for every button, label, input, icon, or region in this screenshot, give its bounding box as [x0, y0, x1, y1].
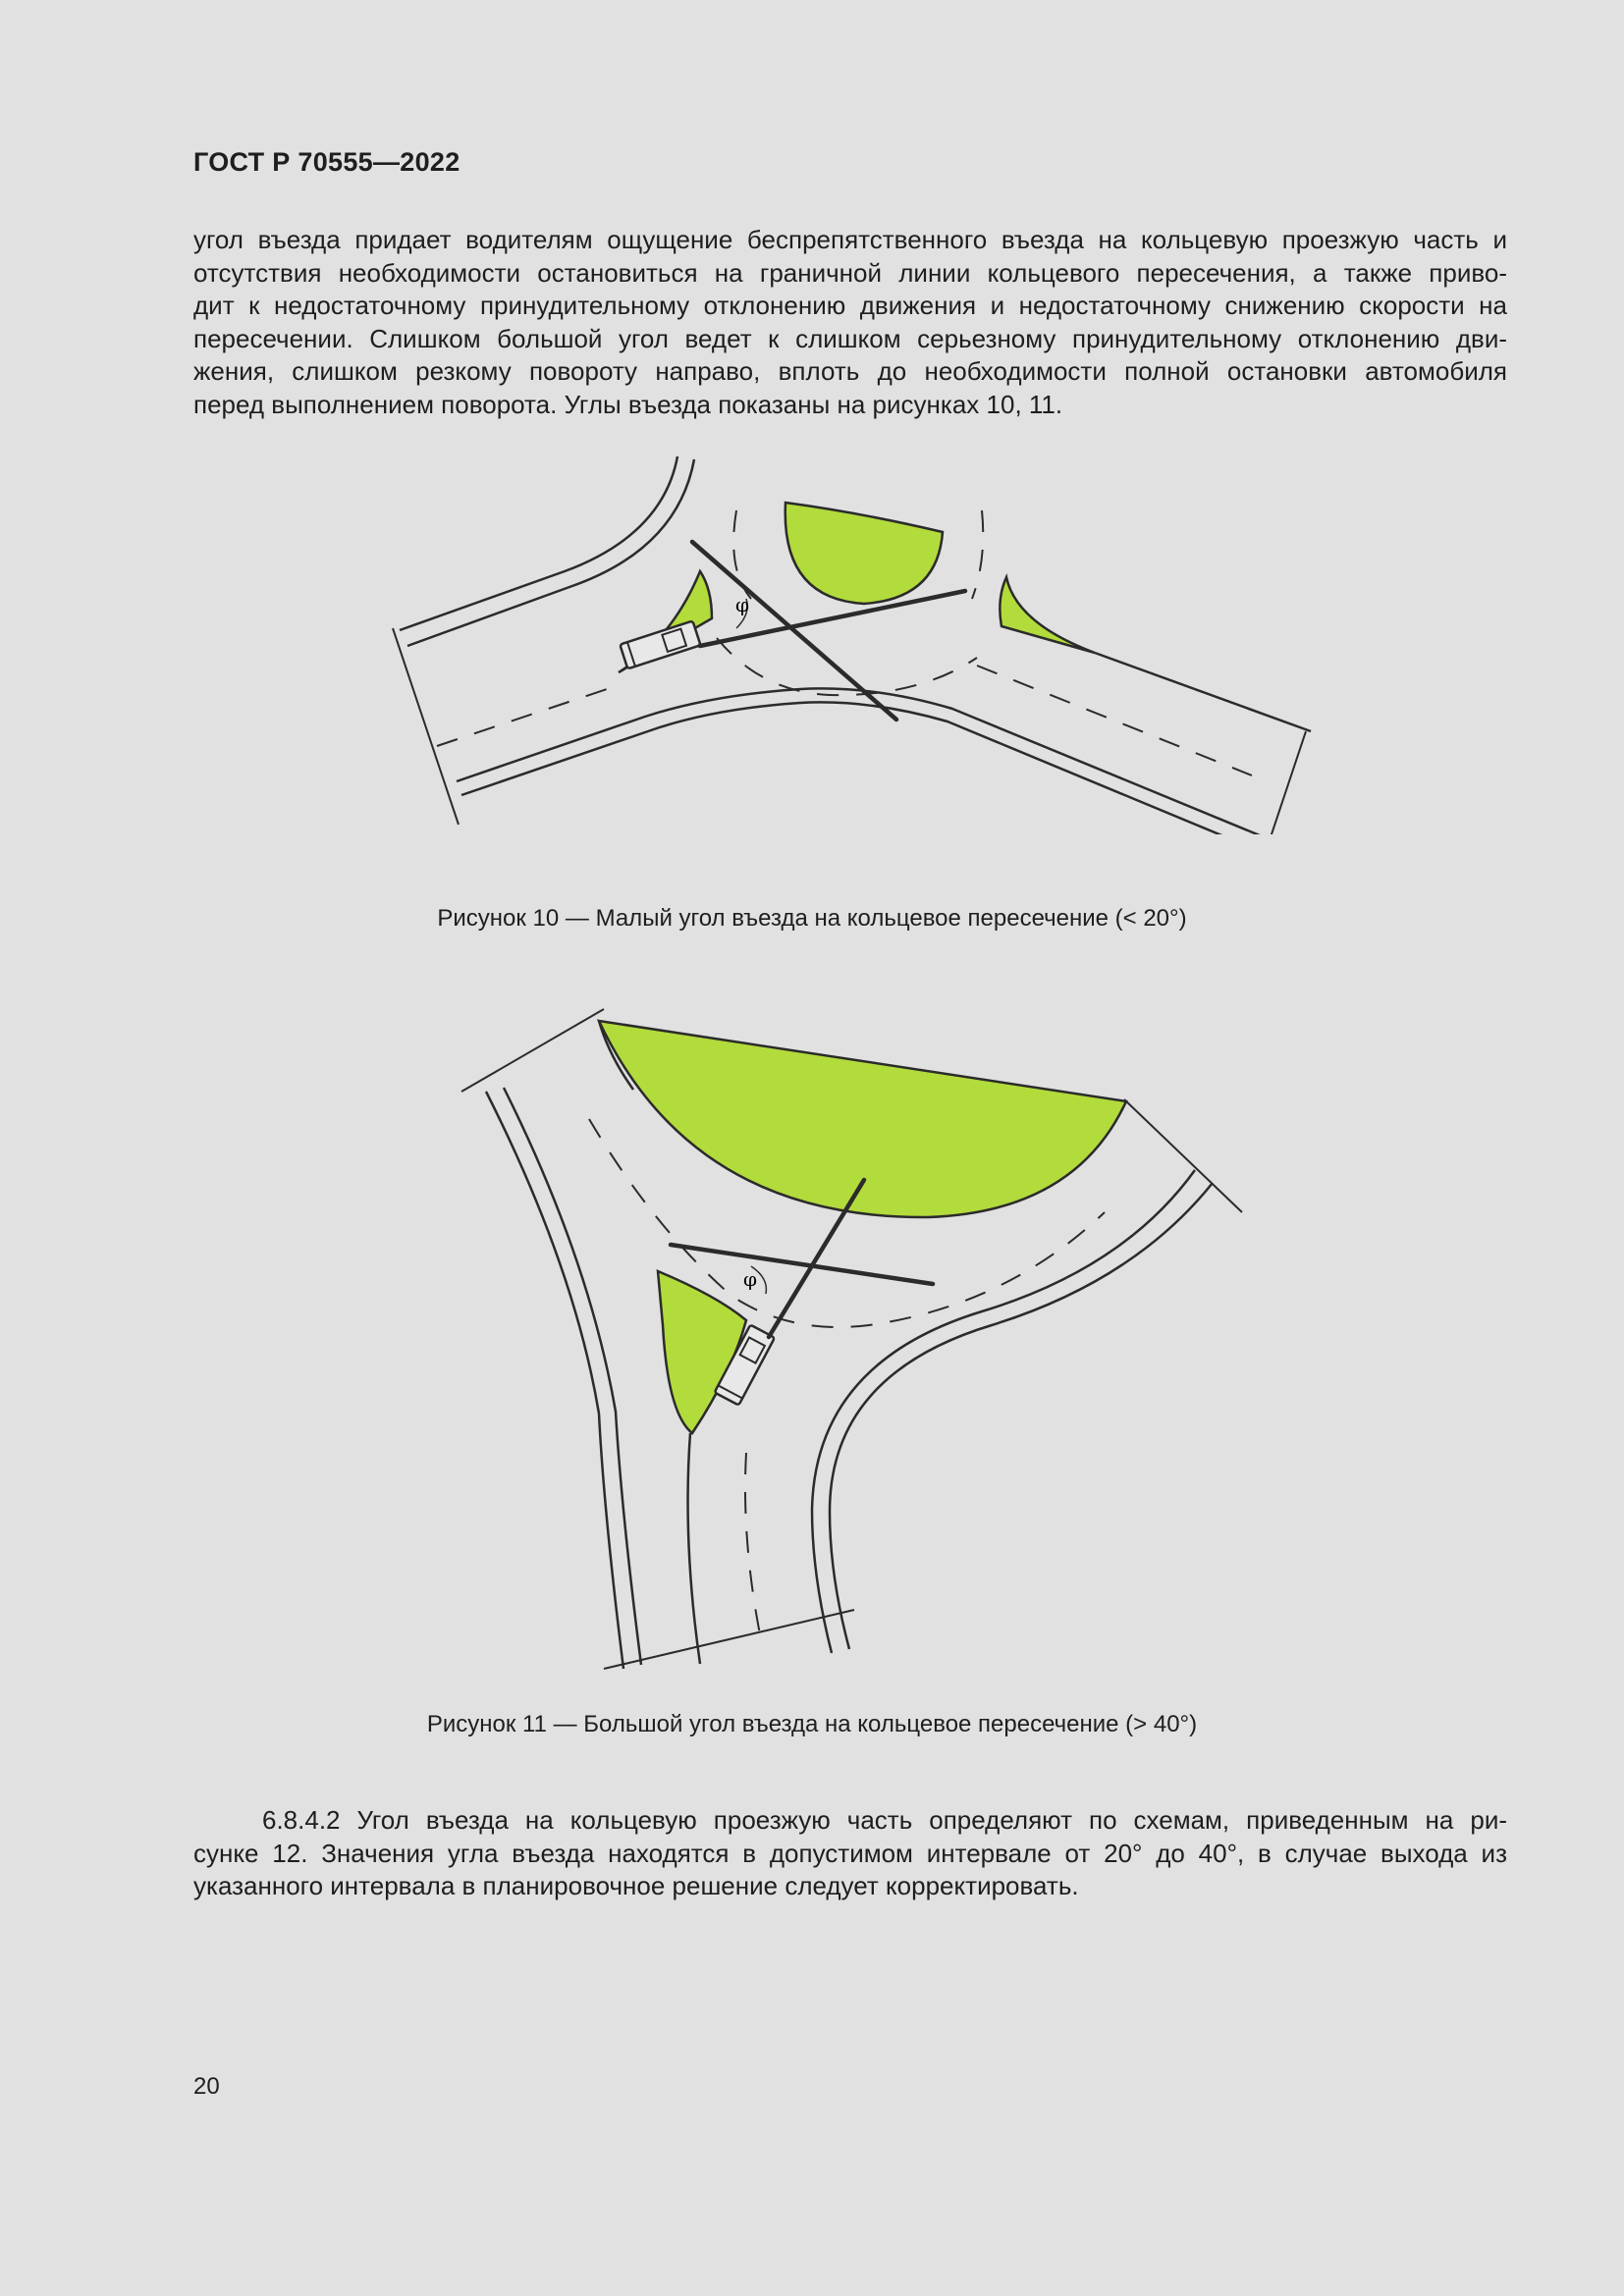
page-number: 20 — [193, 2073, 220, 2100]
figure-10-caption: Рисунок 10 — Малый угол въезда на кольцевое пересечение (< 20°) — [437, 905, 1187, 932]
paragraph-line: дит к недостаточному принудительному отклонению движения и недостаточному снижению скорости на — [193, 291, 1507, 321]
paragraph-line: угол въезда придает водителям ощущение беспрепятственного въезда на кольцевую проезжую часть и — [193, 225, 1507, 254]
paragraph-line: перед выполнением поворота. Углы въезда показаны на рисунках 10, 11. — [193, 389, 1063, 419]
car — [620, 620, 700, 668]
central-island — [785, 503, 943, 604]
paragraph-line: сунке 12. Значения угла въезда находятся в допустимом интервале от 20° до 40°, в случае выхода из — [193, 1838, 1507, 1868]
paragraph-line: отсутствия необходимости остановиться на граничной линии кольцевого пересечения, а также приво- — [193, 257, 1507, 288]
paragraph-line: жения, слишком резкому повороту направо, вплоть до необходимости полной остановки автомобиля — [193, 356, 1507, 387]
paragraph-1 — [193, 224, 1507, 422]
paragraph-line: указанного интервала в планировочное решение следует корректировать. — [193, 1871, 1079, 1901]
paragraph-line: 6.8.4.2 Угол въезда на кольцевую проезжую часть определяют по схемам, приведенным на ри- — [262, 1805, 1507, 1835]
figure-11-caption: Рисунок 11 — Большой угол въезда на кольцевое пересечение (> 40°) — [426, 1711, 1198, 1737]
figure-11-diagram — [457, 1001, 1252, 1679]
central-island — [599, 1021, 1126, 1217]
document-code: ГОСТ Р 70555—2022 — [193, 147, 460, 177]
figure-10 — [388, 452, 1316, 834]
paragraph-6-8-4-2 — [193, 1804, 1507, 1903]
splitter-island-right — [1000, 577, 1095, 653]
figure-10-diagram — [388, 452, 1316, 834]
angle-symbol: φ — [735, 593, 750, 616]
angle-symbol: φ — [743, 1267, 758, 1291]
paragraph-line: пересечении. Слишком большой угол ведет к слишком серьезному принудительному отклонению дви- — [193, 323, 1507, 353]
splitter-island — [658, 1271, 746, 1433]
figure-11 — [457, 1001, 1252, 1679]
